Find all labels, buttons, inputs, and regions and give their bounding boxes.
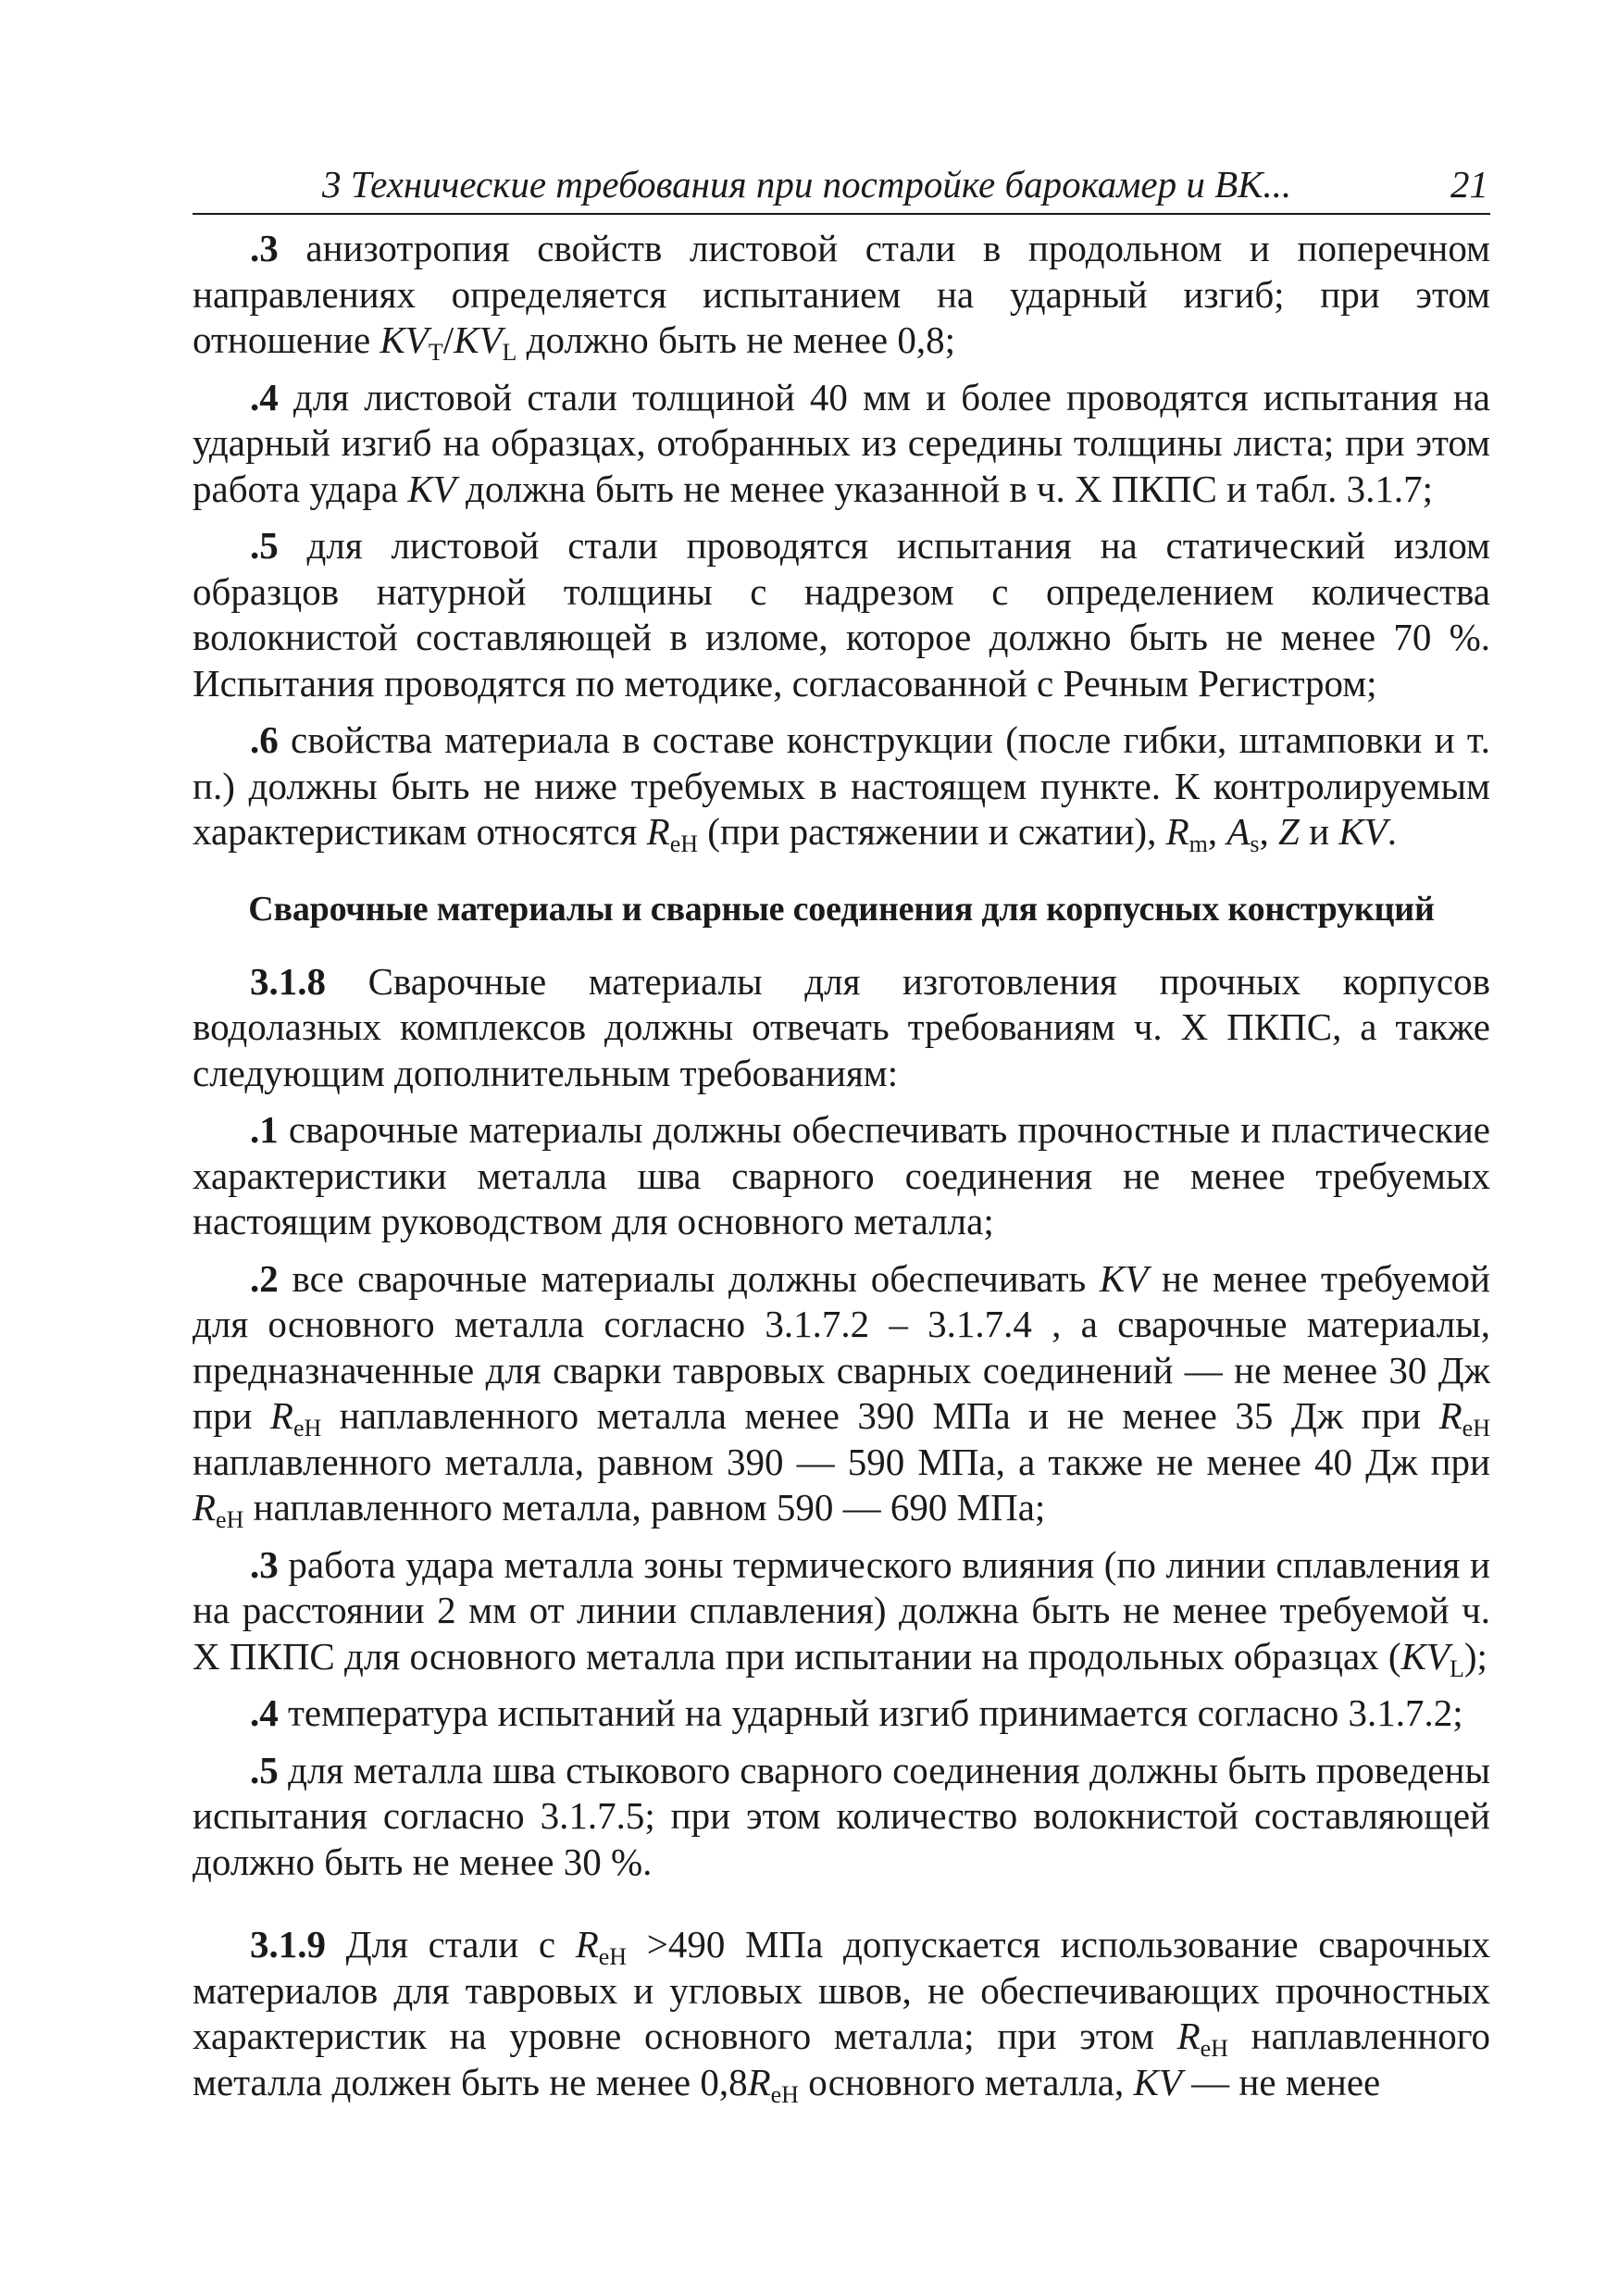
document-body: [193, 226, 1491, 2108]
symbol: R: [747, 2060, 771, 2103]
clause-3-1-8-4: [193, 1691, 1490, 1737]
text-run: все сварочные материалы должны обеспечивать: [278, 1256, 1100, 1300]
text-run: ,: [1259, 810, 1279, 853]
symbol: R: [1176, 2015, 1201, 2057]
clause-number: 3.1.9: [250, 1923, 326, 1965]
text-run: для листовой стали проводятся испытания на статический излом образцов натурной толщины с надрезом с определением количества волокнистой составляющей в изломе, которое должно быть не менее 70 %. Испытания проводятся по методике, согласованной с Речным Регистром;: [193, 524, 1490, 705]
subscript: eH: [598, 1943, 628, 1970]
subscript: m: [1189, 830, 1208, 857]
text-run: свойства материала в составе конструкции (после гибки, штамповки и т. п.) должны быть не ниже требуемых в настоящем пункте. К контролируемым характеристикам относятся: [193, 718, 1490, 853]
text-run: наплавленного металла должен быть не менее 0,8: [193, 2015, 1491, 2103]
clause-number: .2: [250, 1256, 279, 1300]
text-run: >490 МПа допускается использование сварочных материалов для тавровых и угловых швов, не обеспечивающих прочностных характеристик на уровне основного металла; при этом: [193, 1923, 1490, 2057]
clause-3-1-7-5: [193, 523, 1490, 706]
text-run: и: [1299, 810, 1339, 853]
symbol: Z: [1278, 810, 1300, 853]
text-run: должно быть не менее 0,8;: [517, 318, 956, 361]
symbol: KV: [1099, 1256, 1149, 1300]
clause-3-1-8-3: [193, 1542, 1490, 1680]
symbol: KV: [1400, 1634, 1450, 1678]
symbol: KV: [1133, 2060, 1182, 2103]
running-header: [193, 156, 1490, 215]
clause-3-1-8: [193, 959, 1490, 1097]
text-run: ,: [1207, 810, 1227, 853]
text-run: температура испытаний на ударный изгиб принимается согласно 3.1.7.2;: [278, 1691, 1463, 1734]
clause-number: .5: [250, 524, 279, 567]
text-run: должна быть не менее указанной в ч. X ПКПС и табл. 3.1.7;: [455, 467, 1434, 510]
header-title: 3 Технические требования при постройке барокамер и ВК...: [322, 163, 1292, 206]
text-run: работа удара металла зоны термического влияния (по линии сплавления и на расстоянии 2 мм от линии сплавления) должна быть не менее требуемой ч. X ПКПС для основного металла при испытании на продольных образцах (: [193, 1542, 1490, 1678]
subscript: eH: [292, 1415, 322, 1441]
clause-number: .3: [250, 227, 279, 269]
symbol: R: [1165, 810, 1189, 853]
symbol: R: [1438, 1394, 1462, 1437]
clause-number: 3.1.8: [250, 959, 326, 1003]
clause-number: .1: [250, 1108, 279, 1151]
symbol: KV: [380, 318, 429, 361]
text-run: анизотропия свойств листовой стали в продольном и поперечном направлениях определяется испытанием на ударный изгиб; при этом отношение: [193, 227, 1490, 361]
text-run: );: [1463, 1634, 1487, 1678]
clause-number: .6: [250, 718, 279, 761]
text-run: — не менее: [1181, 2060, 1381, 2103]
subscript: L: [1449, 1654, 1464, 1682]
clause-number: .4: [250, 375, 279, 418]
clause-3-1-7-3: [193, 226, 1490, 364]
text-run: /: [442, 318, 454, 361]
subscript: eH: [1200, 2035, 1228, 2062]
symbol: R: [575, 1923, 599, 1965]
text-run: сварочные материалы должны обеспечивать прочностные и пластические характеристики металла шва сварного соединения не менее требуемых настоящим руководством для основного металла;: [193, 1108, 1490, 1242]
symbol: R: [646, 810, 670, 853]
text-run: наплавленного металла, равном 590 — 690 МПа;: [243, 1486, 1046, 1529]
clause-3-1-8-2: [193, 1256, 1490, 1531]
text-run: для листовой стали толщиной 40 мм и более проводятся испытания на ударный изгиб на образцах, отобранных из середины толщины листа; при этом работа удара: [193, 375, 1490, 510]
text-run: Для стали с: [326, 1923, 576, 1965]
page-number: 21: [1450, 163, 1488, 206]
text-run: Сварочные материалы для изготовления прочных корпусов водолазных комплексов должны отвечать требованиям ч. X ПКПС, а также следующим дополнительным требованиям:: [193, 959, 1490, 1094]
document-page: [193, 156, 1491, 2108]
text-run: для металла шва стыкового сварного соединения должны быть проведены испытания согласно 3.1.7.5; при этом количество волокнистой составляющей должно быть не менее 30 %.: [193, 1748, 1490, 1883]
text-run: наплавленного металла менее 390 МПа и не менее 35 Дж при: [321, 1394, 1439, 1437]
clause-3-1-7-6: [193, 718, 1490, 855]
text-run: (при растяжении и сжатии),: [698, 810, 1166, 853]
clause-3-1-8-1: [193, 1107, 1490, 1245]
symbol: KV: [407, 467, 456, 510]
subscript: L: [502, 339, 517, 366]
text-run: основного металла,: [798, 2060, 1134, 2103]
symbol: A: [1226, 810, 1251, 853]
clause-number: .5: [250, 1748, 279, 1791]
subscript: eH: [770, 2080, 799, 2108]
text-run: наплавленного металла, равном 390 — 590 МПа, а также не менее 40 Дж при: [193, 1440, 1490, 1483]
clause-3-1-7-4: [193, 375, 1490, 513]
subscript: s: [1250, 830, 1260, 857]
symbol: KV: [454, 318, 503, 361]
section-heading: Сварочные материалы и сварные соединения для корпусных конструкций: [248, 889, 1435, 929]
subscript: T: [428, 339, 443, 366]
symbol: KV: [1338, 810, 1388, 853]
clause-3-1-9: [193, 1922, 1491, 2108]
clause-number: .3: [250, 1542, 279, 1586]
text-run: .: [1387, 810, 1397, 853]
symbol: R: [193, 1486, 217, 1529]
symbol: R: [269, 1394, 293, 1437]
subscript: eH: [216, 1506, 244, 1533]
clause-3-1-8-5: [193, 1748, 1490, 1886]
subscript: eH: [1462, 1415, 1490, 1441]
text-run: не менее требуемой для основного металла согласно 3.1.7.2 – 3.1.7.4 , а сварочные материалы, предназначенные для сварки тавровых сварных соединений — не менее 30 Дж при: [193, 1256, 1490, 1437]
subscript: eH: [669, 830, 699, 857]
clause-number: .4: [250, 1691, 279, 1734]
